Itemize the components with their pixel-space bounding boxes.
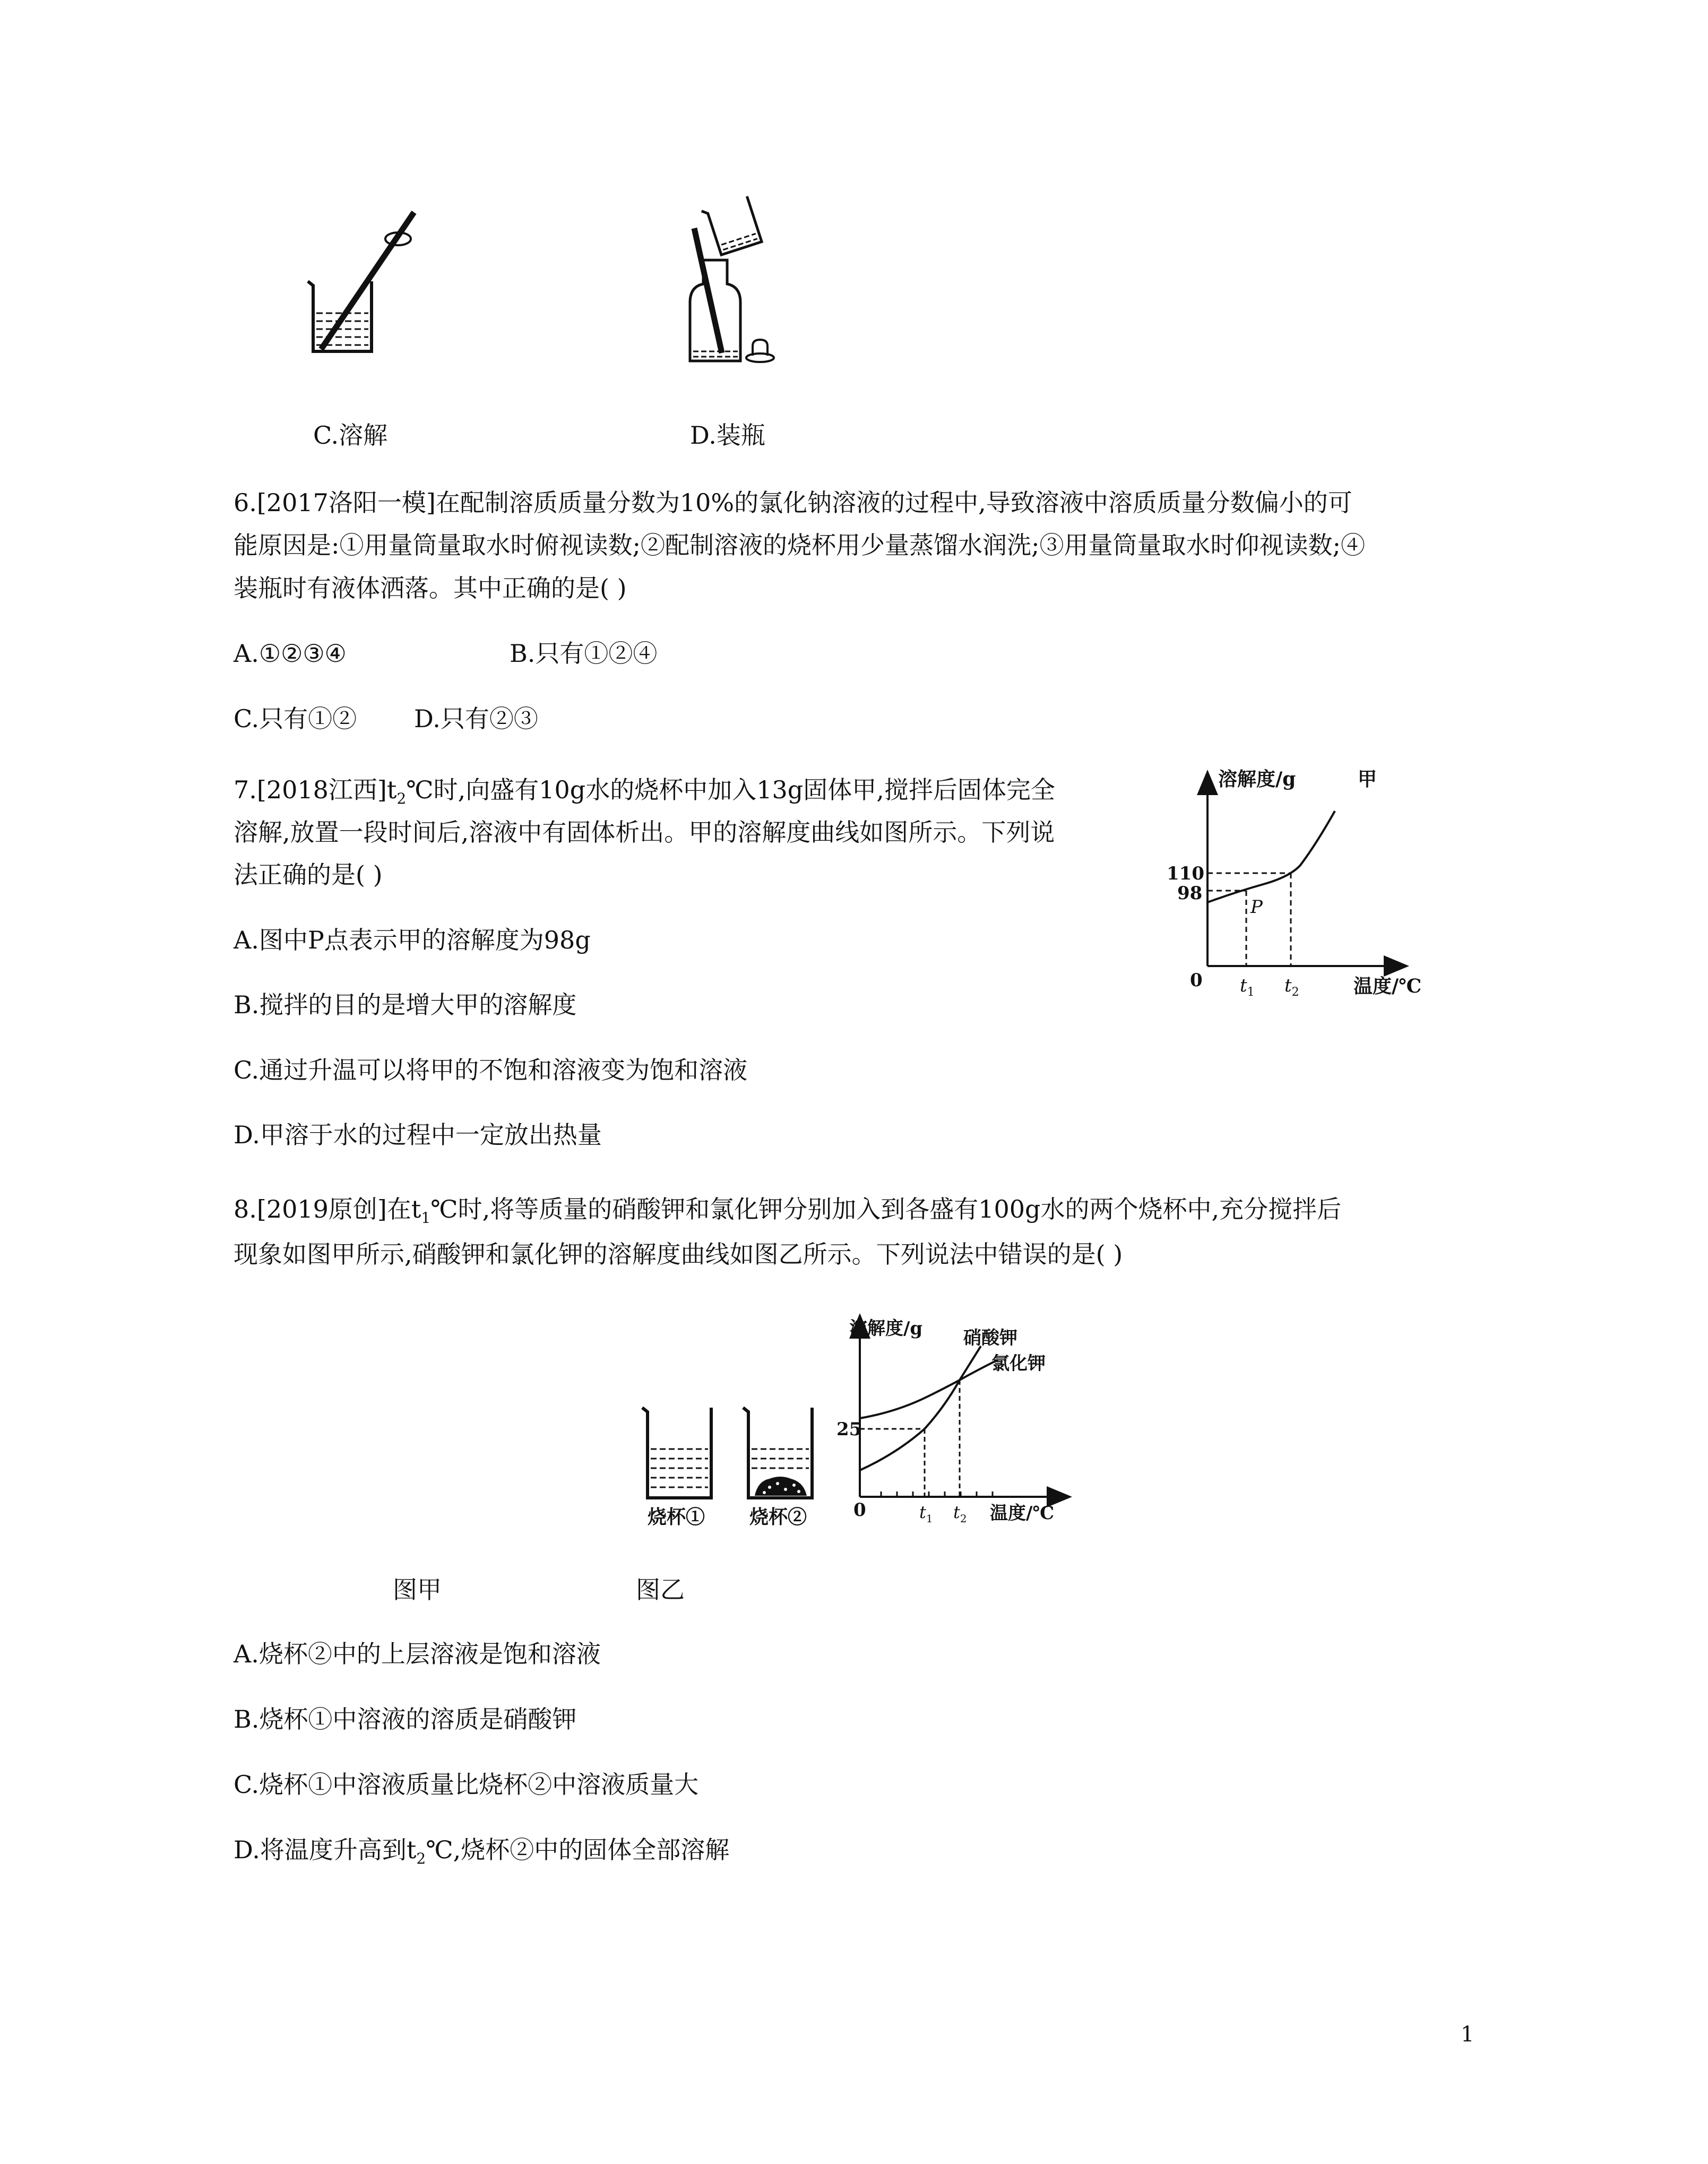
q7-curve-jia [1207,811,1335,902]
q7-line-2: 溶解,放置一段时间后,溶液中有固体析出。甲的溶解度曲线如图所示。下列说 [234,818,1055,847]
q8-beakers-figure [637,1396,849,1534]
q6-option-b: B.只有①②④ [510,639,658,668]
q8-line-1 [234,1197,1341,1226]
q8-origin: 0 [853,1499,866,1521]
q7-option-b: B.搅拌的目的是增大甲的溶解度 [234,990,577,1019]
q6-line-2: 能原因是:①用量筒量取水时俯视读数;②配制溶液的烧杯用少量蒸馏水润洗;③用量筒量取水时仰视读数;④ [234,531,1365,559]
q7-point-p: P [1250,896,1263,918]
q8-option-d-sub: 2 [416,1850,426,1868]
q6-option-d: D.只有②③ [414,704,538,733]
q7-tick-t1-sub: 1 [1247,986,1255,999]
q8-option-d [234,1835,730,1868]
q7-option-d: D.甲溶于水的过程中一定放出热量 [234,1120,602,1149]
q8-line-1-a: 8.[2019原创]在t [234,1195,421,1223]
q7-option-a: A.图中P点表示甲的溶解度为98g [234,926,591,954]
q7-line-1-a: 7.[2018江西]t [234,775,397,804]
q8-beaker-2-label: 烧杯② [749,1506,807,1528]
q7-line-3: 法正确的是( ) [234,860,383,889]
q8-option-b: B.烧杯①中溶液的溶质是硝酸钾 [234,1705,577,1734]
q7-line-1-b: ℃时,向盛有10g水的烧杯中加入13g固体甲,搅拌后固体完全 [406,775,1055,804]
q8-curve-kno3 [860,1346,981,1470]
q7-series-name: 甲 [1358,768,1377,790]
dissolve-figure [297,207,435,366]
bottling-figure [674,196,801,372]
q8-tick-t1-sub: 1 [926,1512,933,1525]
page-number: 1 [1461,2022,1474,2047]
q7-tick-t2-letter: t [1284,975,1292,996]
q8-option-d-b: ℃,烧杯②中的固体全部溶解 [426,1835,730,1864]
q8-beaker-1-label: 烧杯① [648,1506,705,1528]
q8-tick-t2-letter: t [953,1502,960,1522]
q8-line-1-sub: 1 [421,1209,431,1227]
q8-option-a: A.烧杯②中的上层溶液是饱和溶液 [234,1640,601,1668]
q7-tick-t1 [1240,975,1255,999]
q7-line-1 [234,775,1055,808]
q7-option-c: C.通过升温可以将甲的不饱和溶液变为饱和溶液 [234,1056,748,1084]
q8-tick-t2-sub: 2 [960,1512,967,1525]
q8-tick-t2 [953,1502,967,1525]
q8-line-2: 现象如图甲所示,硝酸钾和氯化钾的溶解度曲线如图乙所示。下列说法中错误的是( ) [234,1240,1123,1269]
q7-xlabel: 温度/℃ [1353,975,1422,997]
q8-figure-a-caption: 图甲 [393,1575,442,1604]
q8-series-kcl: 氯化钾 [991,1353,1046,1374]
option-d-label: D.装瓶 [690,421,765,450]
q8-series-kno3: 硝酸钾 [963,1327,1017,1349]
q8-option-c: C.烧杯①中溶液质量比烧杯②中溶液质量大 [234,1770,699,1799]
q8-tick-t1 [919,1502,933,1525]
q7-solubility-chart [1157,764,1454,1008]
q8-line-1-b: ℃时,将等质量的硝酸钾和氯化钾分别加入到各盛有100g水的两个烧杯中,充分搅拌后 [430,1195,1342,1223]
q8-tick-25: 25 [836,1419,862,1440]
q6-line-3: 装瓶时有液体洒落。其中正确的是( ) [234,574,627,602]
q7-origin: 0 [1190,970,1203,991]
q8-option-d-a: D.将温度升高到t [234,1835,417,1864]
q7-tick-t1-letter: t [1240,975,1247,996]
q8-tick-t1-letter: t [919,1502,926,1522]
q8-xlabel: 温度/℃ [990,1503,1055,1524]
q8-ylabel: 溶解度/g [849,1318,923,1339]
option-c-label: C.溶解 [313,421,388,450]
q6-option-c: C.只有①② [234,704,357,733]
q8-curve-kcl [860,1360,998,1418]
q6-line-1: 6.[2017洛阳一模]在配制溶质质量分数为10%的氯化钠溶液的过程中,导致溶液中溶质质量分数偏小的可 [234,488,1352,517]
q8-figure-b-caption: 图乙 [636,1575,685,1604]
q7-line-1-sub: 2 [396,790,407,808]
q7-ylabel: 溶解度/g [1218,768,1296,790]
q7-tick-t2 [1284,975,1299,999]
q8-solubility-chart [836,1316,1072,1529]
q6-option-a: A.①②③④ [234,639,347,668]
q7-tick-98: 98 [1177,883,1203,904]
q7-tick-110: 110 [1167,863,1204,884]
q7-tick-t2-sub: 2 [1291,986,1299,999]
